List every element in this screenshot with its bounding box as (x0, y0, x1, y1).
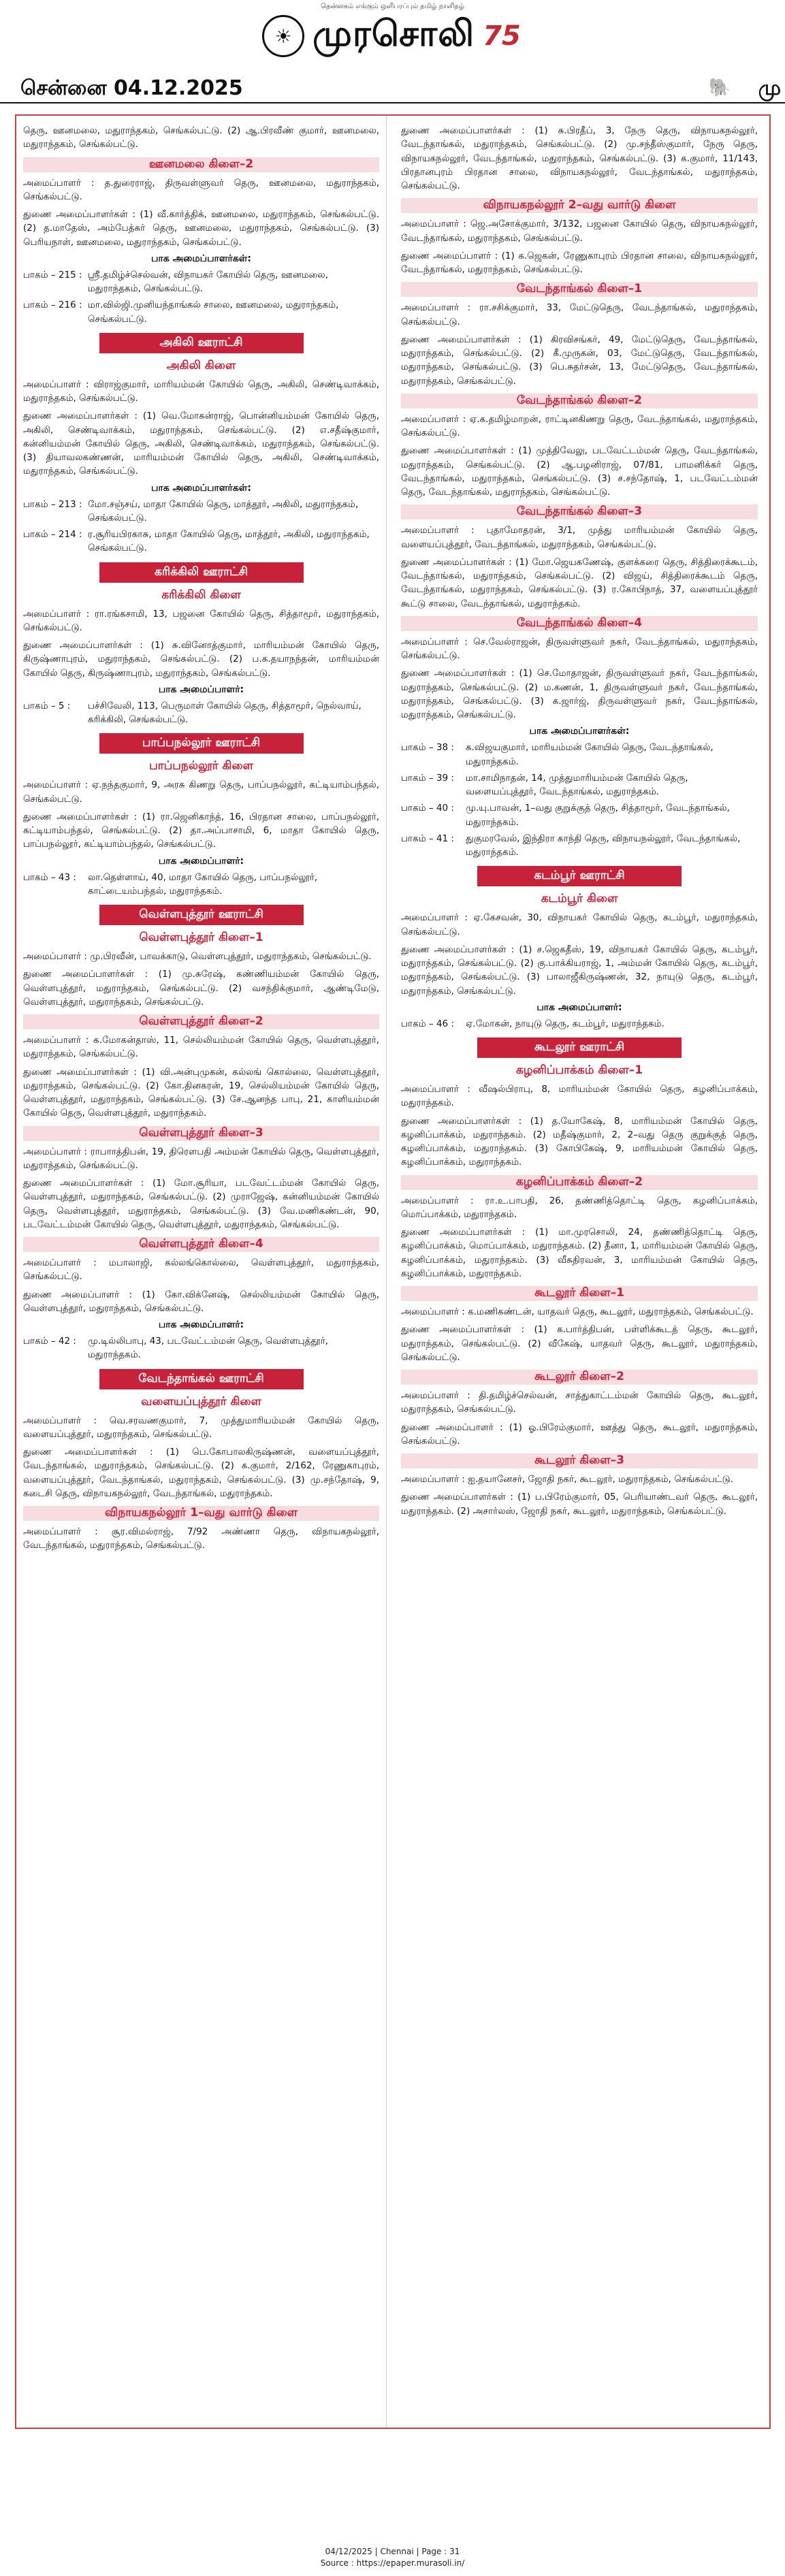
paragraph: துணை அமைப்பாளர்கள் : (1) சு.வினோத்குமார், மாரியம்மன் கோயில் தெரு, கிருஷ்ணாபுரம், மதுராந்தகம், செங்கல்பட்டு. (2) ப.க.தயாநந்தன், மாரியம்மன் கோயில் தெரு, கிருஷ்ணாபுரம், மதுராந்தகம், செங்கல்பட்டு. (23, 640, 379, 679)
subsection-label: பாக அமைப்பாளர்: (158, 683, 244, 695)
page-footer (0, 2546, 785, 2569)
paragraph: அமைப்பாளர் : ஏ.கேசவன், 30, விநாயகர் கோயில் தெரு, கடம்பூர், மதுராந்தகம், செங்கல்பட்டு. (401, 912, 758, 937)
paragraph: துணை அமைப்பாளர்கள் : (1) பெ.கோபாலகிருஷ்ணன், வளையப்புத்தூர், வேடந்தாங்கல், மதுராந்தகம், செங்கல்பட்டு. (2) க.குமார், 2/162, ரேணுகாபுரம், வளையப்புத்தூர், வேடந்தாங்கல், மதுராந்தகம், செங்கல்பட்டு. (3) மு.சந்தோஷ், 9, கடைசி தெரு, விநாயகநல்லூர், வேடந்தாங்கல், மதுராந்தகம். (23, 1447, 379, 1499)
list-item: பாகம் – 216 : மா.வில்ஜி.முனியந்தாங்கல் சாலை, ஊனமலை, மதுராந்தகம், செங்கல்பட்டு. (23, 300, 339, 325)
section-heading: கழனிப்பாக்கம் கிளை–1 (515, 1063, 643, 1077)
paragraph: அமைப்பாளர் : புதாமோதரன், 3/1, முத்து மாரியம்மன் கோயில் தெரு, வளையப்புத்தூர், வேடந்தாங்கல், மதுராந்தகம், செங்கல்பட்டு. (401, 525, 758, 550)
list-item: பாகம் – 41 : துகுமரவேல், இந்திரா காந்தி தெரு, விநாயநல்லூர், வேடந்தாங்கல், மதுராந்தகம். (401, 833, 741, 858)
article-body (15, 114, 771, 2429)
paragraph: துணை அமைப்பாளர்கள் : (1) ச.ஜெகதீஸ், 19, விநாயகர் கோயில் தெரு, கடம்பூர், மதுராந்தகம், செங்கல்பட்டு. (2) கு.பாக்கியராஜ், 1, அம்மன் கோயில் தெரு, கடம்பூர், மதுராந்தகம், செங்கல்பட்டு. (3) பாலாஜீகிருஷ்ணன், 32, நாயுடு தெரு, கடம்பூர், மதுராந்தகம், செங்கல்பட்டு. (401, 944, 758, 997)
paragraph: அமைப்பாளர் : தி.தமிழ்ச்செல்வன், சாத்துகாட்டம்மன் கோயில் தெரு, கூடலூர், மதுராந்தகம், செங்கல்பட்டு. (401, 1390, 758, 1415)
panchayat-banner: வெள்ளபுத்தூர் ஊராட்சி (99, 905, 304, 925)
left-column (16, 116, 387, 2428)
paragraph: அமைப்பாளர் : த.துரைராஜ், திருவள்ளுவர் தெரு, ஊனமலை, மதுராந்தகம், செங்கல்பட்டு. (23, 177, 379, 202)
subsection-label: பாக அமைப்பாளர்கள்: (151, 482, 251, 494)
paragraph: துணை அமைப்பாளர் : (1) ஓ.பிரேம்குமார், ஊத்து தெரு, கூடலூர், மதுராந்தகம், செங்கல்பட்டு. (401, 1421, 758, 1447)
paragraph: துணை அமைப்பாளர்கள் : (1) செ.மோதாஜன், திருவள்ளுவர் நகர், வேடந்தாங்கல், மதுராந்தகம், செங்கல்பட்டு. (2) ம.கணன், 1, திருவள்ளுவர் நகர், வேடந்தாங்கல், மதுராந்தகம், செங்கல்பட்டு. (3) க.ஜார்ஜ், திருவள்ளுவர் நகர், வேடந்தாங்கல், மதுராந்தகம், செங்கல்பட்டு. (401, 668, 758, 720)
section-heading: பாப்பநல்லூர் கிளை (149, 759, 253, 773)
section-heading: வெள்ளபுத்தூர் கிளை–3 (23, 1126, 379, 1141)
section-heading: கழனிப்பாக்கம் கிளை–2 (401, 1175, 758, 1190)
section-heading: கூடலூர் கிளை–1 (401, 1286, 758, 1301)
section-heading: வேடந்தாங்கல் கிளை–3 (401, 504, 758, 519)
paragraph: துணை அமைப்பாளர்கள் : (1) க.பார்த்திபன், பள்ளிக்கூடத் தெரு, கூடலூர், மதுராந்தகம், செங்கல்பட்டு. (2) வீகேஷ், யாதவர் தெரு, கூடலூர், மதுராந்தகம், செங்கல்பட்டு. (401, 1324, 758, 1363)
paragraph: துணை அமைப்பாளர்கள் : (1) ரா.ஜெனிகாந்த், 16, பிரதான சாலை, பாப்பநல்லூர், கட்டியாம்பந்தல், செங்கல்பட்டு. (2) தா.அப்பாசாமி, 6, மாதா கோயில் தெரு, பாப்பநல்லூர், கட்டியாம்பந்தல், செங்கல்பட்டு. (23, 811, 379, 850)
paragraph: அமைப்பாளர் : விராஜ்குமார், மாரியம்மன் கோயில் தெரு, அகிலி, செண்டிவாக்கம், மதுராந்தகம், செங்கல்பட்டு. (23, 379, 379, 404)
section-heading: வளையப்புத்தூர் கிளை (141, 1394, 261, 1408)
paragraph: அமைப்பாளர் : ரா.உ.பாபதி, 26, தண்ணித்தொட்டி தெரு, கழனிப்பாக்கம், மொப்பாக்கம், மதுராந்தகம். (401, 1195, 758, 1220)
logo-text: முரசொலி (313, 13, 475, 54)
panchayat-banner: வேடந்தாங்கல் ஊராட்சி (99, 1369, 304, 1389)
subsection-label: பாக அமைப்பாளர்: (158, 1319, 244, 1330)
section-heading: விநாயகநல்லூர் 1–வது வார்டு கிளை (23, 1506, 379, 1521)
paragraph: துணை அமைப்பாளர்கள் : (1) மோ.ஜெயகணேஷ், குளக்கரை தெரு, சித்திரைக்கூடம், வேடந்தாங்கல், மதுராந்தகம், செங்கல்பட்டு. (2) விஜய், சித்திரைக்கூடம் தெரு, வேடந்தாங்கல், மதுராந்தகம், செங்கல்பட்டு. (3) ர.கோபிநாத், 37, வளையப்புத்தூர் கூட்டு சாலை, வேடந்தாங்கல், மதுராந்தகம். (401, 556, 758, 609)
panchayat-banner: கரிக்கிலி ஊராட்சி (99, 562, 304, 583)
paragraph: துணை அமைப்பாளர்கள் : (1) வெ.மோகன்ராஜ், பொன்னியம்மன் கோயில் தெரு, அகிலி, செண்டிவாக்கம், மதுராந்தகம், செங்கல்பட்டு. (2) எ.சதீஷ்குமார், கன்னியம்மன் கோயில் தெரு, அகிலி, செண்டிவாக்கம், மதுராந்தகம், செங்கல்பட்டு. (3) தியாவலகண்ணன், மாரியம்மன் கோயில் தெரு, அகிலி, செண்டிவாக்கம், மதுராந்தகம், செங்கல்பட்டு. (23, 410, 379, 477)
paragraph: அமைப்பாளர் : மபாலாஜி, கல்லங்கொல்லை, வெள்ளபுத்தூர், மதுராந்தகம், செங்கல்பட்டு. (23, 1257, 379, 1283)
paragraph: அமைப்பாளர் : ராபாாத்திபன், 19, திரௌபதி அம்மன் கோயில் தெரு, வெள்ளபுத்தூர், மதுராந்தகம், செங்கல்பட்டு. (23, 1146, 379, 1171)
paragraph: அமைப்பாளர் : மு.பிரவீன், பாவக்காடு, வெள்ளபுத்தூர், மதுராந்தகம், செங்கல்பட்டு. (23, 951, 372, 962)
paragraph: அமைப்பாளர் : ஜெ.அசோக்குமார், 3/132, பஜனை கோயில் தெரு, விநாயகநல்லூர், வேடந்தாங்கல், மதுராந்தகம், செங்கல்பட்டு. (401, 219, 758, 244)
paragraph: தெரு, ஊனமலை, மதுராந்தகம், செங்கல்பட்டு. (2) ஆ.பிரவீண் குமார், ஊனமலை, மதுராந்தகம், செங்கல்பட்டு. (23, 125, 379, 150)
list-item: பாகம் – 40 : மு.யு.பாவன், 1–வது குறுக்குத் தெரு, சித்தாமூர், வேடந்தாங்கல், மதுராந்தகம். (401, 803, 730, 828)
paragraph: அமைப்பாளர் : வீஷல்பிராபு, 8, மாரியம்மன் கோயில் தெரு, கழனிப்பாக்கம், மதுராந்தகம். (401, 1084, 758, 1109)
list-item: பாகம் – 5 : பச்சிவேலி, 113, பெருமாள் கோயில் தெரு, சித்தாமூர், நெல்வாய், கரிக்கிலி, செங்கல்பட்டு. (23, 700, 362, 725)
section-heading: வேடந்தாங்கல் கிளை–4 (401, 616, 758, 631)
section-heading: வெள்ளபுத்தூர் கிளை–2 (23, 1014, 379, 1029)
section-heading: வெள்ளபுத்தூர் கிளை–1 (139, 931, 263, 944)
paragraph: அமைப்பாளர் : க.மோகன்தாஸ், 11, செல்லியம்மன் கோயில் தெரு, வெள்ளபுத்தூர், மதுராந்தகம், செங்கல்பட்டு. (23, 1035, 379, 1060)
section-heading: விநாயகநல்லூர் 2–வது வார்டு கிளை (401, 198, 758, 213)
paragraph: துணை அமைப்பாளர்கள் : (1) த.யோகேஷ், 8, மாரியம்மன் கோயில் தெரு, கழனிப்பாக்கம், மதுராந்தகம். (2) மதீஷ்குமார், 2, 2–வது தெரு குறுக்குத் தெரு, கழனிப்பாக்கம், மதுராந்தகம். (3) கோபிகேஷ், 9, மாரியம்மன் கோயில் தெரு, கழனிப்பாக்கம், மதுராந்தகம். (401, 1115, 758, 1168)
paragraph: அமைப்பாளர் : வெ.சரவணகுமார், 7, முத்துமாரியம்மன் கோயில் தெரு, வளையப்புத்தூர், மதுராந்தகம், செங்கல்பட்டு. (23, 1415, 379, 1440)
paragraph: அமைப்பாளர் : க.மணிகண்டன், யாதவர் தெரு, கூடலூர், மதுராந்தகம், செங்கல்பட்டு. (401, 1306, 754, 1317)
paragraph: துணை அமைப்பாளர்கள் : (1) சு.பிரதீப், 3, நேரு தெரு, விநாயகநல்லூர், வேடந்தாங்கல், மதுராந்தகம், செங்கல்பட்டு. (2) மு.சந்தீஸ்குமார், நேரு தெரு, விநாயகநல்லூர், வேடந்தாங்கல், மதுராந்தகம், செங்கல்பட்டு. (3) க.குமார், 11/143, பிரதானபுரம் பிரதான சாலை, விநாயகநல்லூர், வேடந்தாங்கல், மதுராந்தகம், செங்கல்பட்டு. (401, 125, 758, 191)
section-heading: வேடந்தாங்கல் கிளை–2 (401, 393, 758, 408)
paragraph: துணை அமைப்பாளர்கள் : (1) மு.சுரேஷ், கண்ணியம்மன் கோயில் தெரு, வெள்ளபுத்தூர், மதுராந்தகம், செங்கல்பட்டு. (2) வசந்திக்குமார், ஆண்டிமேடு, வெள்ளபுத்தூர், மதுராந்தகம், செங்கல்பட்டு. (23, 969, 379, 1008)
elephant-icon: 🐘 (708, 78, 731, 98)
list-item: பாகம் – 215 : ஸ்ரீ.தமிழ்ச்செல்வன், விநாயகர் கோயில் தெரு, ஊனமலை, மதுராந்தகம், செங்கல்பட்டு. (23, 269, 328, 294)
next-page-word: மு (758, 76, 781, 100)
paragraph: துணை அமைப்பாளர்கள் : (1) மா.முரசொலி, 24, தண்ணித்தொட்டி தெரு, கழனிப்பாக்கம், மொப்பாக்கம், மதுராந்தகம். (2) தீனா, 1, மாரியம்மன் கோயில் தெரு, கழனிப்பாக்கம், மதுராந்தகம். (3) வீகதிரவன், 3, மாரியம்மன் கோயில் தெரு, கழனிப்பாக்கம், மதுராந்தகம். (401, 1227, 758, 1279)
paragraph: அமைப்பாளர் : சூர.விமல்ராஜ், 7/92 அண்ணா தெரு, விநாயகநல்லூர், வேடந்தாங்கல், மதுராந்தகம், செங்கல்பட்டு. (23, 1526, 379, 1551)
dateline (0, 74, 785, 103)
section-heading: கூடலூர் கிளை–2 (401, 1370, 758, 1385)
tagline: தென்னகம் எங்கும் ஒளிபரப்பும் தமிழ் நாளிதழ் (321, 3, 464, 10)
paragraph: துணை அமைப்பாளர்கள் : (1) வீ.கார்த்திக், ஊனமலை, மதுராந்தகம், செங்கல்பட்டு. (2) த.மாதேஸ், அம்பேத்கர் தெரு, ஊனமலை, மதுராந்தகம், செங்கல்பட்டு. (3) பெரியநாள், ஊனமலை, மதுராந்தகம், செங்கல்பட்டு. (23, 209, 379, 248)
right-column (394, 116, 765, 2428)
paragraph: அமைப்பாளர் : ரா.சசிக்குமார், 33, மேட்டுதெரு, வேடந்தாங்கல், மதுராந்தகம், செங்கல்பட்டு. (401, 302, 758, 327)
masthead (0, 0, 785, 68)
newspaper-logo (238, 12, 545, 60)
list-item: பாகம் – 39 : மா.சாமிநாதன், 14, முத்துமாரியம்மன் கோயில் தெரு, வளையப்புத்தூர், வேடந்தாங்கல், மதுராந்தகம். (401, 772, 688, 797)
subsection-label: பாக அமைப்பாளர்: (158, 855, 244, 867)
paragraph: அமைப்பாளர் : ரா.ரங்கசாமி, 13, பஜனை கோயில் தெரு, சித்தாமூர், மதுராந்தகம், செங்கல்பட்டு. (23, 608, 379, 633)
section-heading: கடம்பூர் கிளை (541, 892, 618, 906)
paragraph: துணை அமைப்பாளர் : (1) க.ஜெகன், ரேணுகாபுரம் பிரதான சாலை, விநாயகநல்லூர், வேடந்தாங்கல், மதுராந்தகம், செங்கல்பட்டு. (401, 250, 758, 275)
subsection-label: பாக அமைப்பாளர்: (536, 1001, 622, 1013)
list-item: பாகம் – 213 : மோ.சஞ்சய், மாதா கோயில் தெரு, மாத்தூர், அகிலி, மதுராந்தகம், செங்கல்பட்டு. (23, 498, 359, 524)
panchayat-banner: பாப்பநல்லூர் ஊராட்சி (99, 733, 304, 754)
panchayat-banner: கூடலூர் ஊராட்சி (477, 1037, 682, 1058)
list-item: பாகம் – 38 : க.விஜயகுமார், மாரியம்மன் கோயில் தெரு, வேடந்தாங்கல், மதுராந்தகம். (401, 742, 714, 767)
paragraph: அமைப்பாளர் : செ.வேல்ராஜன், திருவள்ளுவர் நகர், வேடந்தாங்கல், மதுராந்தகம், செங்கல்பட்டு. (401, 636, 758, 661)
section-heading: வேடந்தாங்கல் கிளை–1 (401, 282, 758, 297)
section-heading: கூடலூர் கிளை–3 (401, 1453, 758, 1468)
paragraph: துணை அமைப்பாளர்கள் : (1) முத்திவேலு, படவேட்டம்மன் தெரு, வேடந்தாங்கல், மதுராந்தகம், செங்கல்பட்டு. (2) ஆ.பழனிராஜ், 07/81, பாமனிக்கர் தெரு, வேடந்தாங்கல், மதுராந்தகம், செங்கல்பட்டு. (3) ச.சந்தோஷ், 1, படவேட்டம்மன் தெரு, வேடந்தாங்கல், மதுராந்தகம், செங்கல்பட்டு. (401, 445, 758, 498)
footer-source-link[interactable]: Source : https://epaper.murasoli.in/ (320, 2558, 465, 2568)
list-item: பாகம் – 42 : மு.டில்லிபாபு, 43, படவேட்டம்மன் தெரு, வெள்ளபுத்தூர், மதுராந்தகம். (23, 1336, 328, 1361)
section-heading: அகிலி கிளை (166, 358, 236, 372)
paragraph: அமைப்பாளர் : ஏ.நந்தகுமார், 9, அரசு கிணறு தெரு, பாப்பநல்லூர், கட்டியாம்பந்தல், செங்கல்பட்டு. (23, 779, 379, 805)
list-item: பாகம் – 46 : ஏ.மோகன், நாயுடு தெரு, கடம்பூர், மதுராந்தகம். (401, 1018, 664, 1029)
paragraph: துணை அமைப்பாளர்கள் : (1) கிரவிசங்கர், 49, மேட்டுதெரு, வேடந்தாங்கல், மதுராந்தகம், செங்கல்பட்டு. (2) கீ.முருகன், 03, மேட்டுதெரு, வேடந்தாங்கல், மதுராந்தகம், செங்கல்பட்டு. (3) பெ.சுதர்சன், 13, மேட்டுதெரு, வேடந்தாங்கல், மதுராந்தகம், செங்கல்பட்டு. (401, 334, 758, 387)
paragraph: துணை அமைப்பாளர்கள் : (1) மோ.சூரியா, படவேட்டம்மன் கோயில் தெரு, வெள்ளபுத்தூர், மதுராந்தகம், செங்கல்பட்டு. (2) முராஜேஷ், கன்னியம்மன் கோயில் தெரு, வெள்ளபுத்தூர், மதுராந்தகம், செங்கல்பட்டு. (3) வே.மணிகண்டன், 90, படவேட்டம்மன் கோயில் தெரு, வெள்ளபுத்தூர், மதுராந்தகம், செங்கல்பட்டு. (23, 1178, 379, 1230)
footer-page-info: 04/12/2025 | Chennai | Page : 31 (325, 2547, 460, 2556)
section-heading: ஊனமலை கிளை–2 (23, 157, 379, 172)
paragraph: துணை அமைப்பாளர் : (1) கோ.விக்னேஷ், செல்லியம்மன் கோயில் தெரு, வெள்ளபுத்தூர், மதுராந்தகம், செங்கல்பட்டு. (23, 1289, 379, 1314)
list-item: பாகம் – 214 : ர.சூரியபிரகாசு, மாதா கோயில் தெரு, மாத்தூர், அகிலி, மதுராந்தகம், செங்கல்பட்டு. (23, 529, 370, 554)
paragraph: துணை அமைப்பாளர்கள் : (1) ப.பிரேம்குமார், 05, பெரியாண்டவர் தெரு, கூடலூர், மதுராந்தகம். (2) அசார்லஸ், ஜோதி நகர், கூடலூர், மதுராந்தகம், செங்கல்பட்டு. (401, 1492, 758, 1517)
emblem-icon: ☀ (262, 15, 304, 57)
subsection-label: பாக அமைப்பாளர்கள்: (529, 726, 630, 737)
panchayat-banner: அகிலி ஊராட்சி (99, 333, 304, 353)
subsection-label: பாக அமைப்பாளர்கள்: (151, 253, 251, 264)
paragraph: அமைப்பாளர் : ஐ.தயானேசர், ஜோதி நகர், கூடலூர், மதுராந்தகம், செங்கல்பட்டு. (401, 1474, 734, 1485)
section-heading: வெள்ளபுத்தூர் கிளை–4 (23, 1237, 379, 1252)
panchayat-banner: கடம்பூர் ஊராட்சி (477, 866, 682, 886)
paragraph: அமைப்பாளர் : ஏ.க.தமிழ்மாறன், ராட்டினகிணறு தெரு, வேடந்தாங்கல், மதுராந்தகம், செங்கல்பட்டு. (401, 413, 758, 438)
city-date: சென்னை 04.12.2025 (20, 76, 243, 100)
list-item: பாகம் – 43 : லா.தெள்ளாய், 40, மாதா கோயில் தெரு, பாப்பநல்லூர், காட்டையம்பந்தல், மதுராந்தகம். (23, 871, 318, 897)
anniversary-badge: 75 (483, 20, 521, 52)
section-heading: கரிக்கிலி கிளை (161, 587, 241, 602)
paragraph: துணை அமைப்பாளர்கள் : (1) வி.அன்புமுகன், கல்லங் கொல்லை, வெள்ளபுத்தூர், மதுராந்தகம், செங்கல்பட்டு. (2) கோ.தினகரன், 19, செல்லியம்மன் கோயில் தெரு, வெள்ளபுத்தூர், மதுராந்தகம், செங்கல்பட்டு. (3) சே.ஆனந்த பாபு, 21, காளியம்மன் கோயில் தெரு, வெள்ளபுத்தூர், மதுராந்தகம். (23, 1066, 379, 1119)
